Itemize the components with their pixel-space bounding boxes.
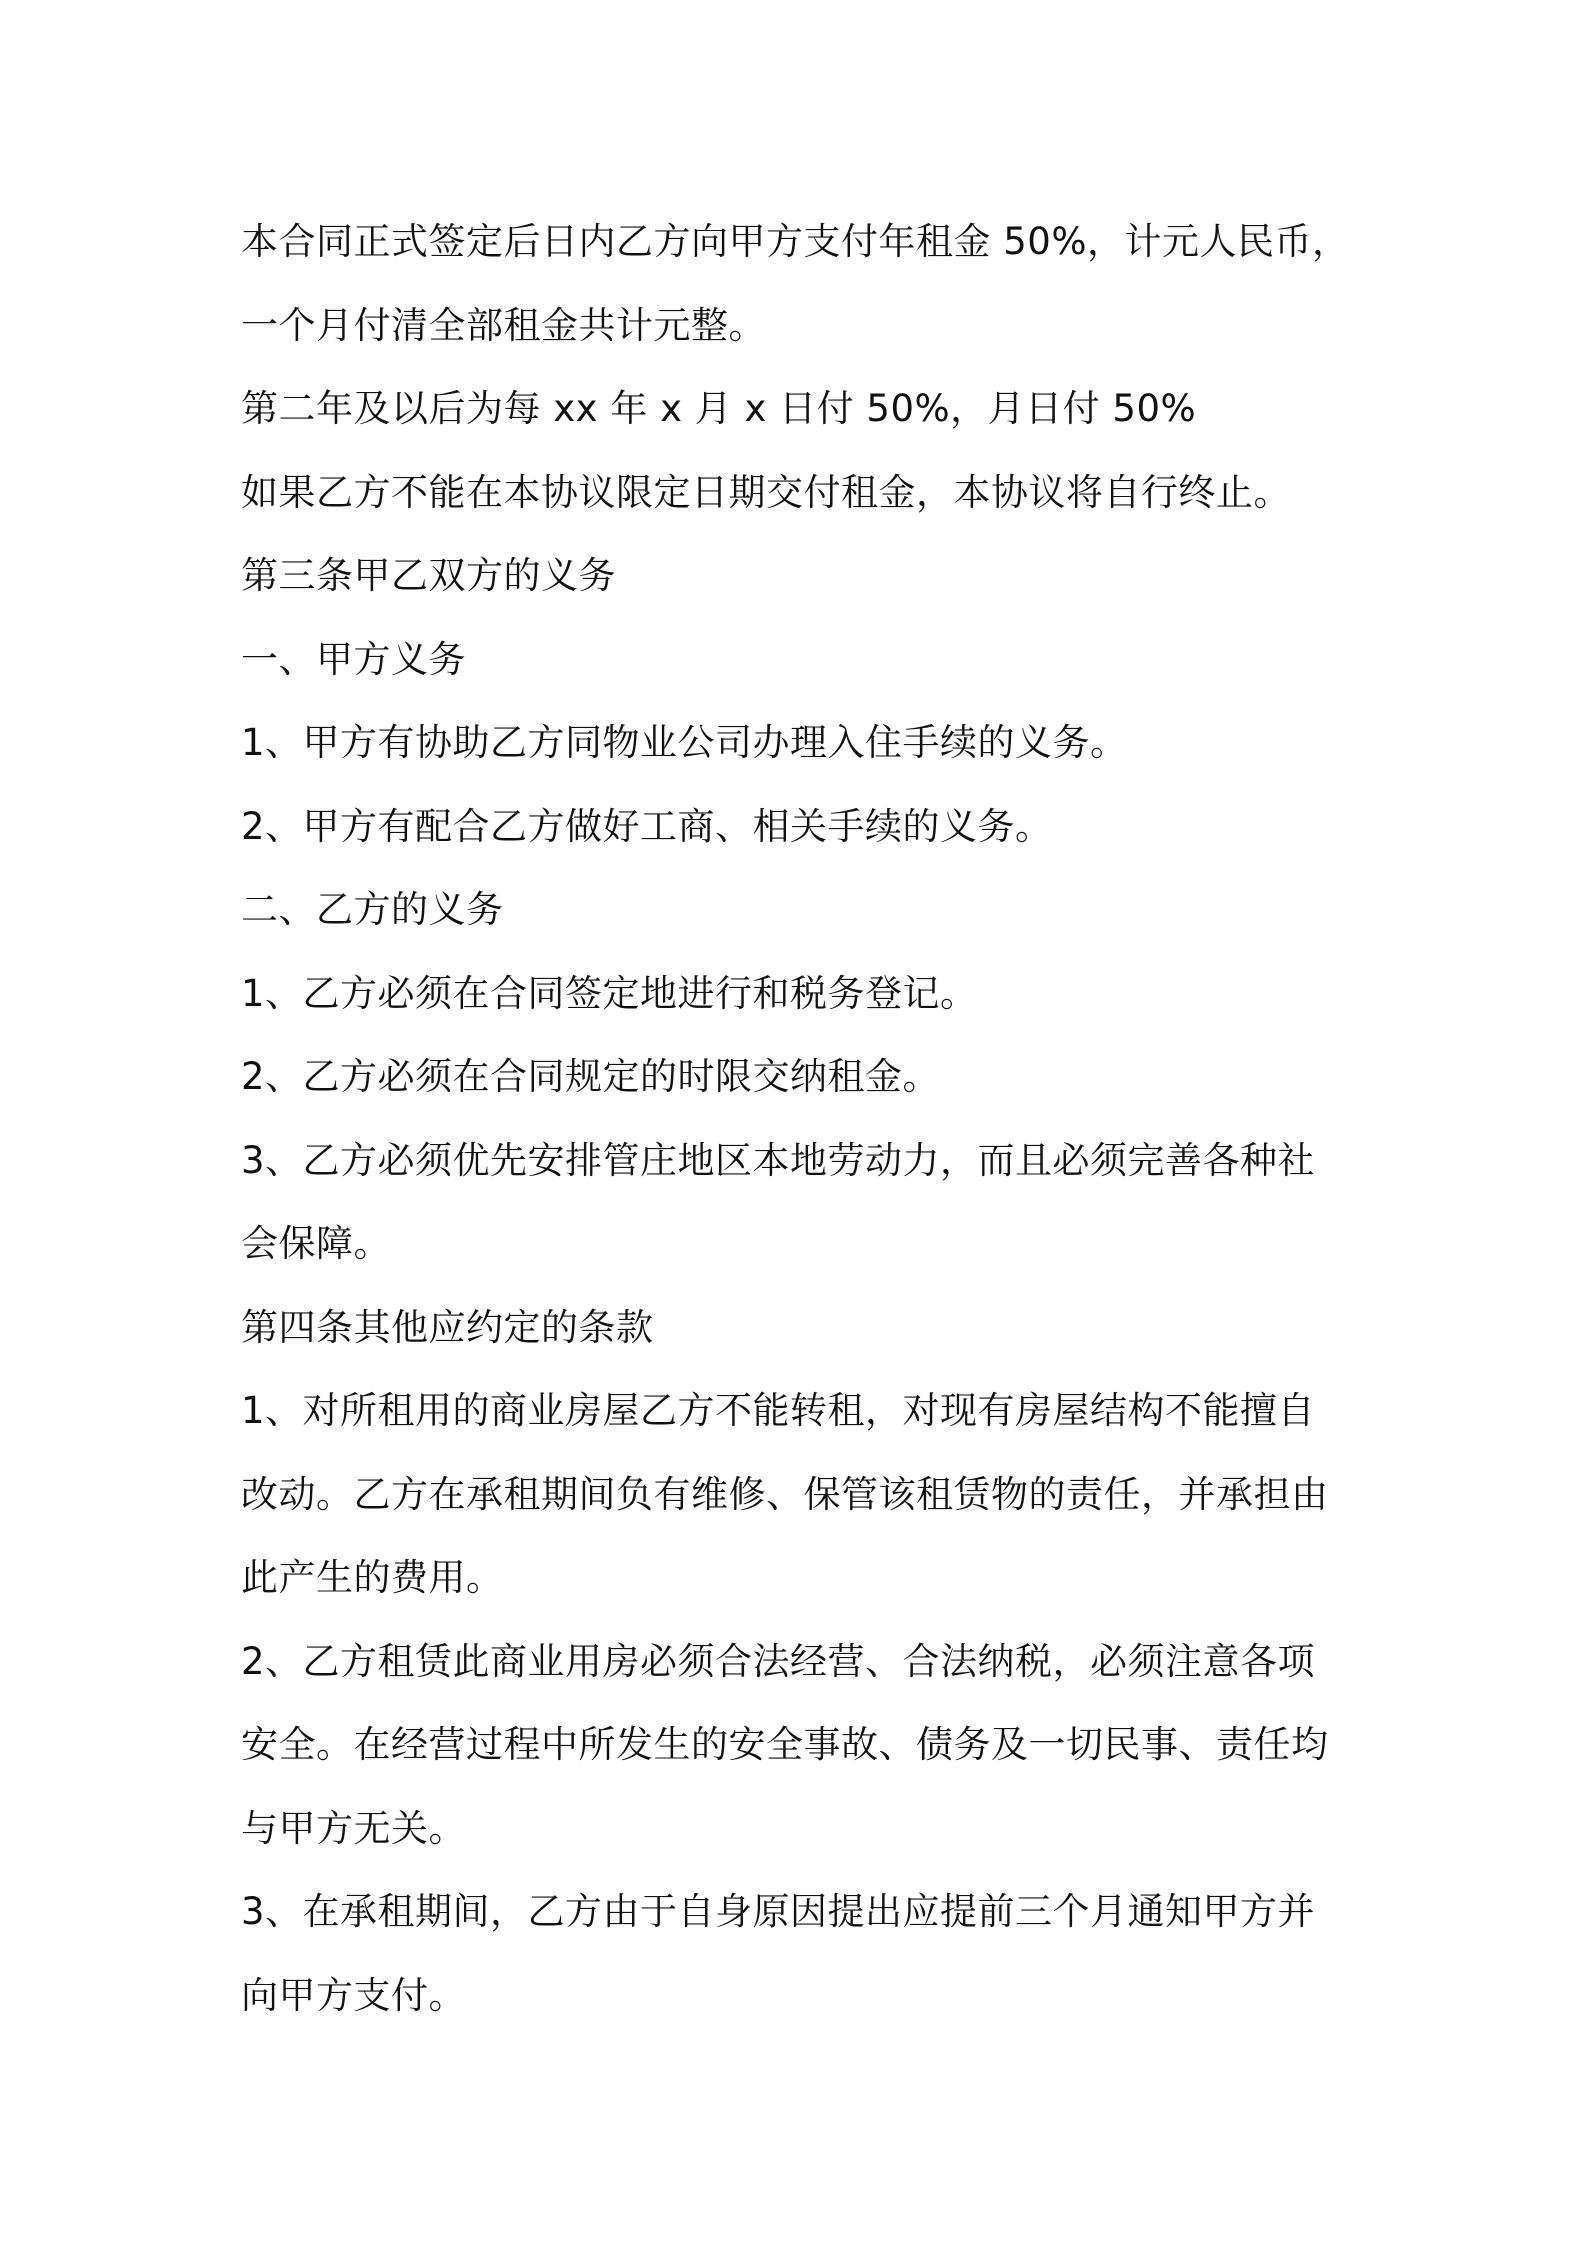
document-body [241, 200, 1351, 2037]
section-heading-article-3: 第三条甲乙双方的义务 [241, 554, 616, 597]
subheading-party-a-obligations: 一、甲方义务 [241, 637, 466, 681]
paragraph-rent-payment: 本合同正式签定后日内乙方向甲方支付年租金 50%，计元人民币，一个月付清全部租金共计元整。 [241, 220, 1350, 347]
list-item-party-b-1: 1、乙方必须在合同签定地进行和税务登记。 [241, 971, 978, 1015]
list-item-party-a-2: 2、甲方有配合乙方做好工商、相关手续的义务。 [241, 804, 1053, 848]
list-item-party-b-3: 3、乙方必须优先安排管庄地区本地劳动力，而且必须完善各种社会保障。 [241, 1138, 1316, 1265]
section-heading-article-4: 第四条其他应约定的条款 [241, 1305, 654, 1349]
list-item-other-terms-2: 2、乙方租赁此商业用房必须合法经营、合法纳税，必须注意各项安全。在经营过程中所发生的安全事故、债务及一切民事、责任均与甲方无关。 [241, 1639, 1329, 1850]
list-item-party-b-2: 2、乙方必须在合同规定的时限交纳租金。 [241, 1055, 941, 1098]
subheading-party-b-obligations: 二、乙方的义务 [241, 888, 504, 931]
paragraph-second-year-payment: 第二年及以后为每 xx 年 x 月 x 日付 50%，月日付 50% [241, 387, 1197, 430]
paragraph-termination: 如果乙方不能在本协议限定日期交付租金，本协议将自行终止。 [241, 470, 1291, 514]
list-item-other-terms-3: 3、在承租期间，乙方由于自身原因提出应提前三个月通知甲方并向甲方支付。 [241, 1890, 1316, 2017]
list-item-party-a-1: 1、甲方有协助乙方同物业公司办理入住手续的义务。 [241, 721, 1128, 764]
list-item-other-terms-1: 1、对所租用的商业房屋乙方不能转租，对现有房屋结构不能擅自改动。乙方在承租期间负有维修、保管该租赁物的责任，并承担由此产生的费用。 [241, 1389, 1329, 1599]
